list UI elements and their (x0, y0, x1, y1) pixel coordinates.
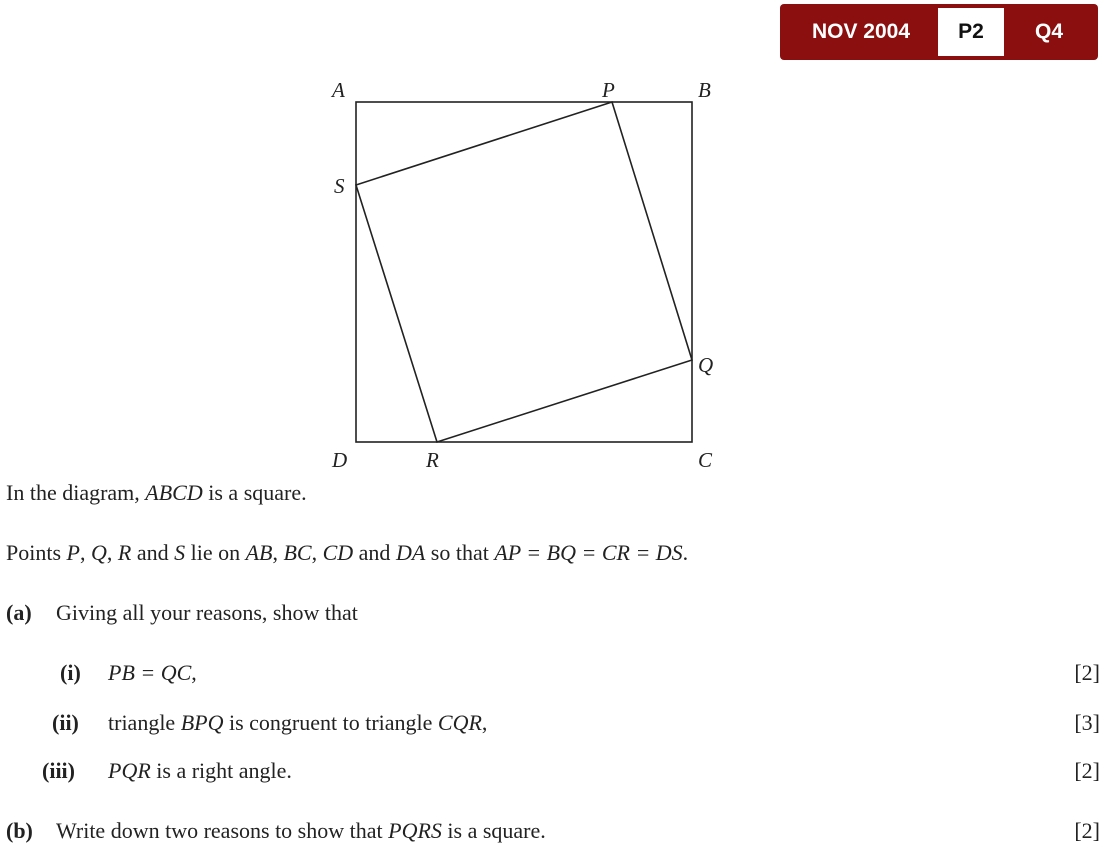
vertex-label-p: P (602, 78, 615, 102)
part-a-label: (a) (6, 600, 32, 625)
part-a-iii-marks: [2] (1074, 758, 1100, 783)
part-a-iii-label: (iii) (42, 758, 75, 783)
vertex-label-d: D (332, 448, 348, 472)
part-b-marks: [2] (1074, 818, 1100, 843)
question-number: Q4 (1034, 20, 1063, 43)
part-a-ii-marks: [3] (1074, 710, 1100, 735)
part-a-i-label: (i) (60, 660, 81, 685)
intro-line-1: In the diagram, ABCD is a square. (6, 480, 307, 505)
part-a-ii-label: (ii) (52, 710, 79, 735)
inner-square-pqrs (356, 102, 692, 442)
part-b-text: Write down two reasons to show that PQRS is a square. (56, 818, 546, 843)
part-a-i-marks: [2] (1074, 660, 1100, 685)
vertex-label-s: S (334, 174, 345, 198)
part-a-ii-text: triangle BPQ is congruent to triangle CQR, (108, 710, 488, 735)
part-a-i-text: PB = QC, (108, 660, 197, 685)
vertex-label-c: C (698, 448, 713, 472)
outer-square-abcd (356, 102, 692, 442)
paper-number: P2 (938, 8, 1004, 56)
part-b-label: (b) (6, 818, 33, 843)
exam-session: NOV 2004 (811, 20, 911, 43)
vertex-label-a: A (332, 78, 345, 102)
vertex-label-b: B (698, 78, 711, 102)
vertex-label-q: Q (698, 353, 714, 377)
part-a-text: Giving all your reasons, show that (56, 600, 358, 625)
vertex-label-r: R (426, 448, 439, 472)
intro-line-2: Points P, Q, R and S lie on AB, BC, CD and DA so that AP = BQ = CR = DS. (6, 540, 689, 565)
square-diagram (320, 70, 740, 480)
part-a-iii-text: PQR is a right angle. (108, 758, 292, 783)
question-badge (780, 4, 1098, 60)
